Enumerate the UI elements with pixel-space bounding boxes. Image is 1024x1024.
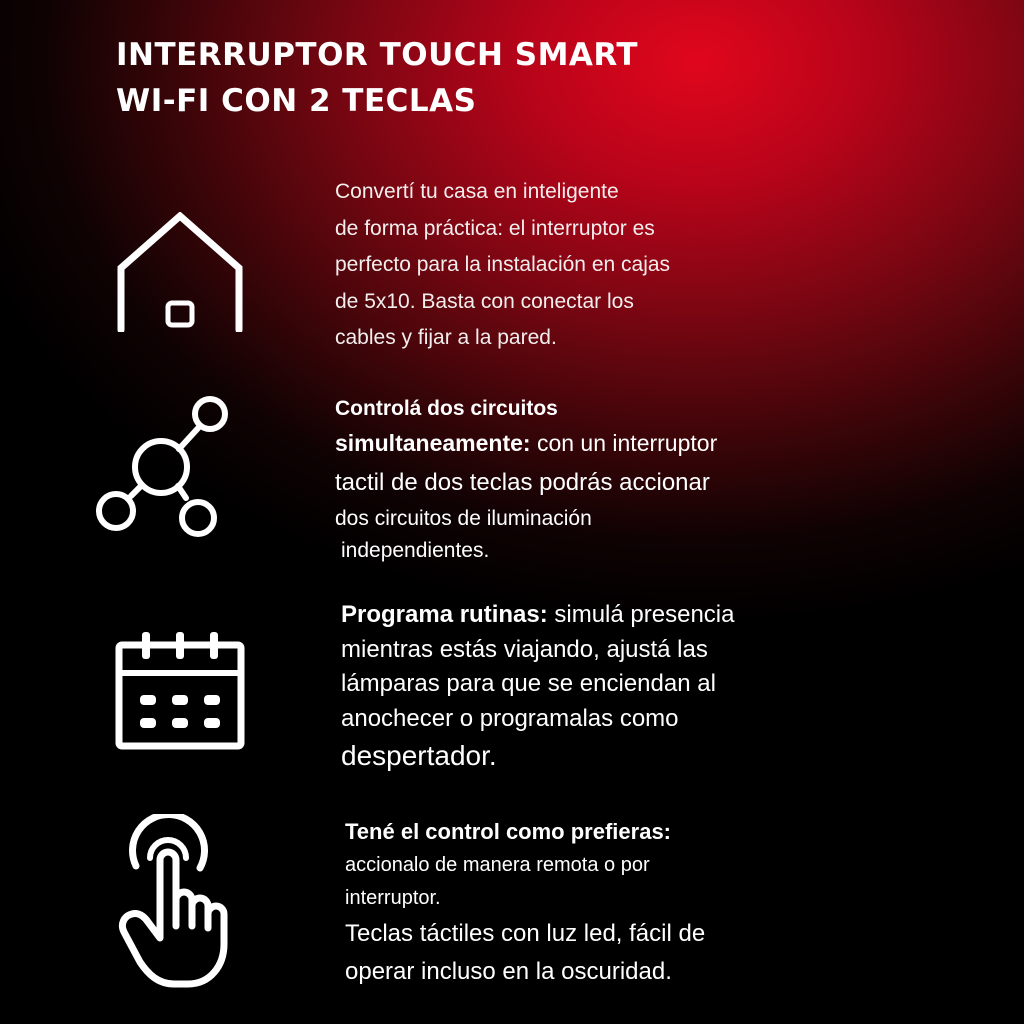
- network-nodes-icon: [94, 394, 232, 540]
- feature-4-bold-heading: Tené el control como prefieras:: [345, 819, 672, 844]
- feature-control-text: [345, 815, 705, 991]
- feature-smart-home-text: [335, 174, 670, 357]
- feature-4-line-2: interruptor.: [345, 887, 441, 909]
- feature-2-line-3: dos circuitos de iluminación: [335, 507, 592, 530]
- feature-1-line-5: cables y fijar a la pared.: [335, 326, 557, 349]
- feature-3-bold-heading: Programa rutinas:: [341, 601, 548, 628]
- feature-2-line-4: independientes.: [341, 539, 490, 562]
- feature-4-line-3: Teclas táctiles con luz led, fácil de: [345, 920, 706, 947]
- feature-2-bold-heading: Controlá dos circuitos: [335, 397, 558, 420]
- feature-2-line-1: con un interruptor: [530, 430, 718, 456]
- feature-2-bold-keyword: simultaneamente:: [335, 430, 531, 456]
- feature-1-line-4: de 5x10. Basta con conectar los: [335, 289, 634, 313]
- feature-3-line-2: mientras estás viajando, ajustá las: [341, 635, 708, 663]
- feature-1-line-3: perfecto para la instalación en cajas: [335, 253, 671, 276]
- calendar-icon: [114, 630, 246, 752]
- title-line-2: WI-FI CON 2 TECLAS: [116, 83, 477, 119]
- page-title: [116, 32, 638, 124]
- feature-2-line-2: tactil de dos teclas podrás accionar: [335, 469, 710, 496]
- feature-two-circuits-text: [335, 394, 717, 568]
- feature-1-line-1: Convertí tu casa en inteligente: [335, 180, 619, 203]
- feature-4-line-4: operar incluso en la oscuridad.: [345, 958, 672, 985]
- title-line-1: INTERRUPTOR TOUCH SMART: [116, 37, 639, 73]
- feature-4-line-1: accionalo de manera remota o por: [345, 854, 650, 876]
- feature-3-line-5: despertador.: [341, 740, 497, 771]
- house-icon: [116, 212, 244, 332]
- touch-hand-icon: [114, 814, 230, 990]
- feature-3-line-1: simulá presencia: [547, 601, 735, 628]
- feature-3-line-4: anochecer o programalas como: [341, 704, 679, 732]
- feature-3-line-3: lámparas para que se enciendan al: [341, 670, 716, 697]
- feature-1-line-2: de forma práctica: el interruptor es: [335, 216, 655, 240]
- feature-routines-text: [341, 598, 734, 776]
